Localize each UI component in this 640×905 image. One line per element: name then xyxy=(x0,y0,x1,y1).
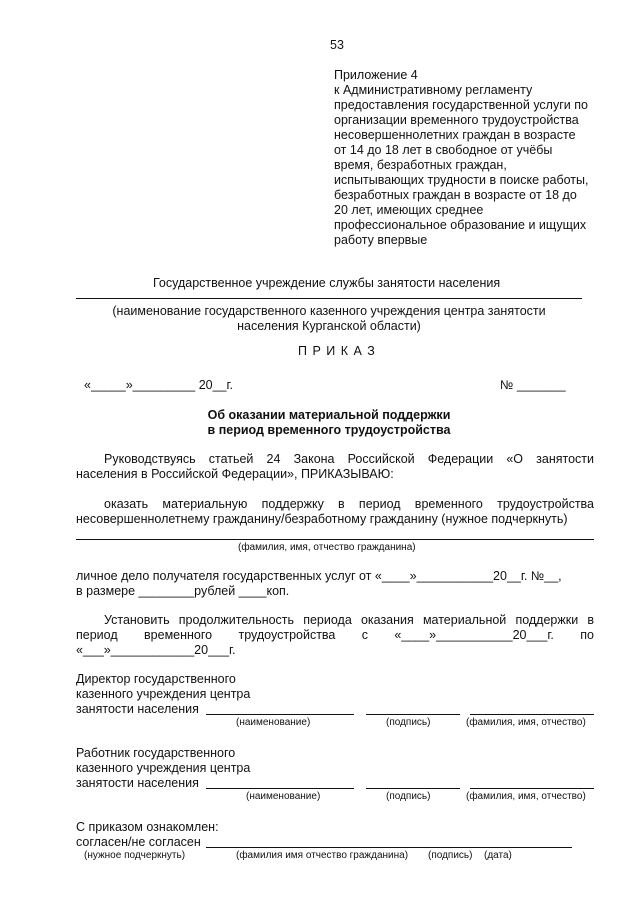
appendix-line: 20 лет, имеющих среднее xyxy=(334,203,484,217)
sig-name-line xyxy=(206,714,354,715)
ack-line1: С приказом ознакомлен: xyxy=(76,820,219,834)
sig-name-line xyxy=(206,788,354,789)
appendix-title: Приложение 4 xyxy=(334,68,418,82)
order-date: «_____»_________ 20__г. xyxy=(84,378,234,392)
appendix-line: работу впервые xyxy=(334,233,428,247)
appendix-line: время, безработных граждан, xyxy=(334,158,507,172)
para2-line2: несовершеннолетнему гражданину/безработному гражданину (нужное подчеркнуть) xyxy=(76,512,568,526)
sig-title-line: казенного учреждения центра xyxy=(76,761,251,775)
ack-cap-underline: (нужное подчеркнуть) xyxy=(84,850,186,861)
sig-title-line: Директор государственного xyxy=(76,672,236,686)
appendix-line: организации временного трудоустройства xyxy=(334,113,579,127)
order-title-line2: в период временного трудоустройства xyxy=(207,423,451,437)
appendix-line: испытывающих трудности в поиске работы, xyxy=(334,173,589,187)
ack-line2: согласен/не согласен xyxy=(76,835,201,849)
sig-title-line: Работник государственного xyxy=(76,746,236,760)
para3-line2: в размере ________рублей ____коп. xyxy=(76,584,290,598)
sig-title-line: занятости населения xyxy=(76,776,199,790)
ack-cap-date: (дата) xyxy=(484,850,512,861)
para3-line1: личное дело получателя государственных услуг от «____»___________20__г. №__, xyxy=(76,569,562,583)
institution-note-line2: населения Курганской области) xyxy=(237,319,421,333)
para1-line1: Руководствуясь статьей 24 Закона Российской Федерации «О занятости xyxy=(104,452,594,466)
institution-underline xyxy=(76,298,582,299)
appendix-line: к Административному регламенту xyxy=(334,83,533,97)
para1-line2: населения в Российской Федерации», ПРИКАЗЫВАЮ: xyxy=(76,467,394,481)
order-number: № _______ xyxy=(500,378,566,392)
para2-line1: оказать материальную поддержку в период временного трудоустройства xyxy=(104,497,594,511)
sig-cap-fio: (фамилия, имя, отчество) xyxy=(466,791,586,802)
fio-underline xyxy=(76,539,594,540)
sig-cap-sign: (подпись) xyxy=(386,717,431,728)
para4-line1: Установить продолжительность периода оказания материальной поддержки в xyxy=(104,613,594,627)
sig-sign-line xyxy=(366,714,460,715)
order-title-line1: Об оказании материальной поддержки xyxy=(207,408,451,422)
ack-cap-sign: (подпись) xyxy=(428,850,473,861)
para4-line3: «___»____________20___г. xyxy=(76,643,236,657)
fio-caption: (фамилия, имя, отчество гражданина) xyxy=(238,542,416,553)
ack-underline xyxy=(206,847,572,848)
institution-name: Государственное учреждение службы занятости населения xyxy=(153,276,501,290)
order-word: П Р И К А З xyxy=(298,344,376,358)
sig-title-line: казенного учреждения центра xyxy=(76,687,251,701)
sig-cap-name: (наименование) xyxy=(246,791,321,802)
para4-line2: период временного трудоустройства с «____»___________20___г. по xyxy=(76,628,594,642)
sig-cap-sign: (подпись) xyxy=(386,791,431,802)
sig-cap-name: (наименование) xyxy=(236,717,311,728)
appendix-line: безработных граждан в возрасте от 18 до xyxy=(334,188,577,202)
appendix-line: от 14 до 18 лет в свободное от учёбы xyxy=(334,143,553,157)
page-number: 53 xyxy=(330,38,344,52)
sig-title-line: занятости населения xyxy=(76,702,199,716)
sig-sign-line xyxy=(366,788,460,789)
sig-cap-fio: (фамилия, имя, отчество) xyxy=(466,717,586,728)
sig-fio-line xyxy=(470,788,594,789)
sig-fio-line xyxy=(470,714,594,715)
appendix-line: предоставления государственной услуги по xyxy=(334,98,588,112)
institution-note-line1: (наименование государственного казенного учреждения центра занятости xyxy=(112,304,546,318)
appendix-line: профессиональное образование и ищущих xyxy=(334,218,587,232)
ack-cap-fio: (фамилия имя отчество гражданина) xyxy=(236,850,409,861)
appendix-line: несовершеннолетних граждан в возрасте xyxy=(334,128,576,142)
